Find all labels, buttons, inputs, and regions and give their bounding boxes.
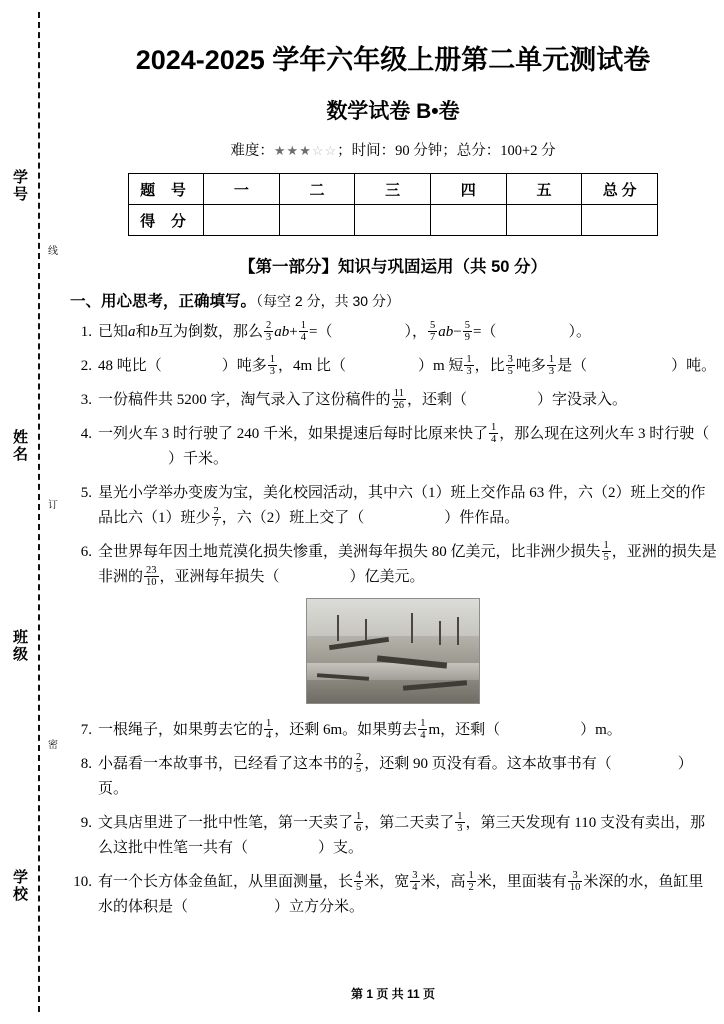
score-col-5: 五 bbox=[506, 174, 582, 205]
part-heading: 【第一部分】知识与巩固运用（共 50 分） bbox=[238, 258, 548, 276]
question-text: 全世界每年因土地荒漠化损失惨重，美洲每年损失 80 亿美元，比非洲少损失 $\frac{1}{5}$ ，亚洲的损失是非洲的 $\frac{23}{10}$ ，亚洲每年损失（ ）亿美元。 bbox=[98, 540, 717, 589]
binding-strip bbox=[0, 0, 62, 1024]
section-heading-text: 一、用心思考，正确填写。 bbox=[70, 293, 257, 310]
fraction bbox=[547, 354, 556, 377]
fraction-denominator: 5 bbox=[356, 882, 362, 894]
fraction-numerator: 3 bbox=[572, 870, 578, 882]
field-school: 学 校 bbox=[12, 870, 29, 903]
fraction bbox=[418, 718, 427, 741]
seal-mark-mi: 密 bbox=[48, 740, 58, 751]
fraction-numerator: 1 bbox=[420, 718, 426, 730]
fraction-denominator: 10 bbox=[146, 577, 157, 589]
answer-blank[interactable] bbox=[188, 895, 274, 920]
fraction bbox=[506, 354, 515, 377]
exam-meta bbox=[62, 139, 724, 160]
fraction-numerator: 1 bbox=[266, 718, 272, 730]
fraction-denominator: 3 bbox=[457, 823, 463, 835]
fraction-denominator: 4 bbox=[266, 730, 272, 742]
fraction bbox=[354, 752, 363, 775]
fraction-denominator: 26 bbox=[393, 400, 405, 412]
answer-blank[interactable] bbox=[496, 320, 568, 345]
math-variable: ab bbox=[438, 324, 454, 340]
section-heading-points: （每空 2 分，共 30 分） bbox=[256, 293, 400, 309]
fraction bbox=[268, 354, 277, 377]
meta-sep-1: ； bbox=[337, 143, 352, 159]
fraction-denominator: 6 bbox=[356, 823, 362, 835]
fraction-denominator: 5 bbox=[603, 552, 609, 564]
fraction-numerator: 1 bbox=[300, 320, 307, 332]
fraction-denominator: 4 bbox=[412, 882, 418, 894]
fraction-numerator: 5 bbox=[464, 320, 470, 332]
fraction bbox=[354, 811, 363, 834]
score-cell-5[interactable] bbox=[506, 205, 582, 236]
fraction-denominator: 9 bbox=[464, 332, 470, 344]
score-table-header-row bbox=[129, 174, 658, 205]
difficulty-stars-filled: ★★★ bbox=[273, 143, 312, 158]
fraction bbox=[467, 870, 476, 893]
question-text: 已知a和b互为倒数，那么 $\frac{2}{3}$ ab+ $\frac{1}{4}$ =（ ）， $\frac{5}{7}$ ab− $\frac{5}{9}$ =（ ）。 bbox=[98, 320, 591, 344]
fraction bbox=[299, 320, 308, 343]
answer-blank[interactable] bbox=[162, 354, 222, 379]
fraction-denominator: 7 bbox=[213, 518, 219, 530]
score-col-1: 一 bbox=[204, 174, 280, 205]
answer-blank[interactable] bbox=[346, 354, 418, 379]
fraction bbox=[464, 354, 473, 377]
question-number: 1. bbox=[80, 324, 92, 340]
field-name: 姓 名 bbox=[12, 430, 29, 463]
fraction-numerator: 2 bbox=[213, 506, 219, 518]
field-class: 班 级 bbox=[12, 630, 29, 663]
question-text: 星光小学举办变废为宝，美化校园活动，其中六（1）班上交作品 63 件，六（2）班上交的作品比六（1）班少 $\frac{2}{7}$ ，六（2）班上交了（ ）件作品。 bbox=[98, 485, 706, 530]
fraction-numerator: 1 bbox=[457, 811, 463, 823]
question-item bbox=[62, 870, 724, 920]
answer-blank[interactable] bbox=[467, 388, 537, 413]
question-number: 10. bbox=[73, 874, 92, 890]
fraction bbox=[455, 811, 464, 834]
fraction-denominator: 10 bbox=[569, 882, 581, 894]
score-cell-total[interactable] bbox=[582, 205, 658, 236]
fraction-numerator: 2 bbox=[266, 320, 272, 332]
question-number: 6. bbox=[80, 544, 92, 560]
fraction-numerator: 3 bbox=[412, 870, 418, 882]
fraction bbox=[392, 388, 407, 411]
question-text: 有一个长方体金鱼缸，从里面测量，长 $\frac{4}{5}$ 米，宽 $\frac{3}{4}$ 米，高 $\frac{1}{2}$ 米，里面装有 $\frac{3}{10}$ 米深的水，鱼缸里水的体积是（ ）立方分米。 bbox=[98, 870, 724, 920]
score-cell-3[interactable] bbox=[355, 205, 431, 236]
math-variable: b bbox=[150, 324, 159, 340]
fraction bbox=[144, 565, 159, 588]
fraction bbox=[428, 320, 437, 343]
question-item bbox=[62, 752, 724, 802]
question-item bbox=[62, 388, 724, 413]
total-score-label: 总分：100+2 分 bbox=[456, 143, 556, 159]
fraction-denominator: 2 bbox=[468, 882, 474, 894]
seal-mark-ding: 订 bbox=[48, 500, 58, 511]
score-table-value-row bbox=[129, 205, 658, 236]
fraction bbox=[602, 540, 611, 563]
page-footer: 第 1 页 共 11 页 bbox=[350, 987, 436, 1001]
question-figure-wrapper bbox=[62, 598, 724, 709]
fraction-denominator: 3 bbox=[269, 366, 276, 378]
fraction-denominator: 5 bbox=[356, 764, 362, 776]
meta-sep-2: ； bbox=[442, 143, 457, 159]
question-item bbox=[62, 320, 724, 345]
fraction-denominator: 3 bbox=[266, 332, 272, 344]
difficulty-stars-empty: ☆☆ bbox=[311, 143, 338, 158]
fraction-denominator: 7 bbox=[430, 332, 436, 344]
fraction-denominator: 3 bbox=[466, 366, 472, 378]
question-list bbox=[62, 320, 724, 920]
fraction-numerator: 1 bbox=[356, 811, 362, 823]
desertification-photo bbox=[306, 598, 480, 704]
fraction bbox=[264, 718, 273, 741]
fraction bbox=[568, 870, 583, 893]
fraction-numerator: 1 bbox=[603, 540, 609, 552]
fraction-denominator: 4 bbox=[491, 434, 497, 446]
fraction-numerator: 3 bbox=[507, 354, 513, 366]
difficulty-label: 难度： bbox=[230, 143, 274, 159]
fraction-numerator: 23 bbox=[146, 565, 157, 577]
answer-blank[interactable] bbox=[612, 752, 678, 777]
question-number: 4. bbox=[80, 426, 92, 442]
exam-page bbox=[62, 0, 724, 1024]
math-variable: ab bbox=[274, 324, 290, 340]
fraction bbox=[489, 422, 498, 445]
fraction-numerator: 1 bbox=[269, 354, 276, 366]
question-number: 3. bbox=[80, 392, 92, 408]
fraction-denominator: 3 bbox=[548, 366, 555, 378]
score-cell-2[interactable] bbox=[279, 205, 355, 236]
fraction bbox=[264, 320, 273, 343]
score-cell-4[interactable] bbox=[430, 205, 506, 236]
fraction bbox=[410, 870, 419, 893]
question-text: 一份稿件共 5200 字，淘气录入了这份稿件的 $\frac{11}{26}$ ，还剩（ ）字没录入。 bbox=[98, 388, 628, 412]
answer-blank[interactable] bbox=[248, 836, 318, 861]
answer-blank[interactable] bbox=[587, 354, 671, 379]
question-number: 2. bbox=[80, 358, 92, 374]
question-text: 小磊看一本故事书，已经看了这本书的 $\frac{2}{5}$ ，还剩 90 页没有看。这本故事书有（ ）页。 bbox=[98, 752, 693, 797]
fraction bbox=[463, 320, 472, 343]
time-label: 时间：90 分钟 bbox=[351, 143, 443, 159]
fraction-denominator: 4 bbox=[300, 332, 307, 344]
fraction-numerator: 1 bbox=[466, 354, 472, 366]
score-table bbox=[128, 173, 658, 236]
section-heading bbox=[70, 289, 724, 311]
question-item bbox=[62, 481, 724, 531]
question-item bbox=[62, 354, 724, 379]
field-student-id: 学 号 bbox=[12, 170, 29, 203]
fraction-numerator: 11 bbox=[393, 388, 404, 400]
page-subtitle: 数学试卷 B•卷 bbox=[326, 100, 460, 123]
fraction bbox=[354, 870, 363, 893]
math-variable: a bbox=[128, 324, 136, 340]
question-item bbox=[62, 422, 724, 472]
question-text: 一根绳子，如果剪去它的 $\frac{1}{4}$ ，还剩 6m。如果剪去 $\frac{1}{4}$ m，还剩（ ）m。 bbox=[98, 718, 622, 742]
dashed-fold-line bbox=[38, 12, 40, 1012]
answer-blank[interactable] bbox=[364, 506, 444, 531]
question-number: 7. bbox=[80, 722, 92, 738]
fraction-numerator: 1 bbox=[548, 354, 555, 366]
answer-blank[interactable] bbox=[332, 320, 404, 345]
fraction-numerator: 5 bbox=[430, 320, 436, 332]
score-cell-1[interactable] bbox=[204, 205, 280, 236]
answer-blank[interactable] bbox=[280, 565, 350, 590]
score-col-4: 四 bbox=[430, 174, 506, 205]
question-number: 9. bbox=[80, 815, 92, 831]
question-item bbox=[62, 811, 724, 861]
fraction-numerator: 1 bbox=[491, 422, 497, 434]
question-item bbox=[62, 540, 724, 590]
score-row-label-points: 得 分 bbox=[129, 205, 204, 236]
seal-mark-xian: 线 bbox=[48, 246, 58, 257]
question-number: 5. bbox=[80, 485, 92, 501]
question-text: 一列火车 3 时行驶了 240 千米，如果提速后每时比原来快了 $\frac{1}{4}$ ，那么现在这列火车 3 时行驶（ ）千米。 bbox=[98, 422, 724, 472]
fraction-denominator: 4 bbox=[420, 730, 426, 742]
score-col-2: 二 bbox=[279, 174, 355, 205]
question-item bbox=[62, 718, 724, 743]
answer-blank[interactable] bbox=[98, 447, 168, 472]
score-row-label-number: 题 号 bbox=[129, 174, 204, 205]
answer-blank[interactable] bbox=[500, 718, 580, 743]
fraction-denominator: 5 bbox=[507, 366, 513, 378]
page-title: 2024-2025 学年六年级上册第二单元测试卷 bbox=[135, 45, 651, 75]
question-number: 8. bbox=[80, 756, 92, 772]
score-col-3: 三 bbox=[355, 174, 431, 205]
question-text: 文具店里进了一批中性笔，第一天卖了 $\frac{1}{6}$ ，第二天卖了 $\frac{1}{3}$ ，第三天发现有 110 支没有卖出，那么这批中性笔一共有（ ）支。 bbox=[98, 811, 724, 861]
question-text: 48 吨比（ ）吨多 $\frac{1}{3}$ ，4m 比（ ）m 短 $\frac{1}{3}$ ，比 $\frac{3}{5}$ 吨多 $\frac{1}{3}$ 是（ ）吨。 bbox=[98, 354, 717, 378]
fraction-numerator: 2 bbox=[356, 752, 362, 764]
fraction-numerator: 4 bbox=[356, 870, 362, 882]
score-col-total: 总 分 bbox=[582, 174, 658, 205]
fraction bbox=[212, 506, 221, 529]
fraction-numerator: 1 bbox=[468, 870, 474, 882]
